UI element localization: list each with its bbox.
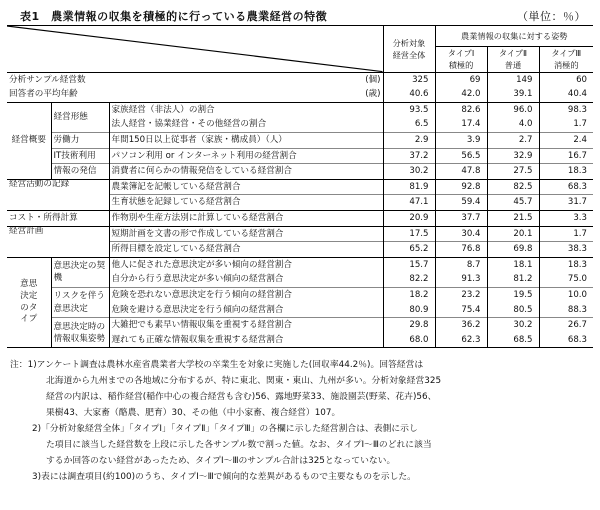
- footnotes: [10, 357, 594, 485]
- note-line: 北海道から九州までの各地域に分布するが、特に東北、関東・東山、九州が多い。分析対象経営325: [46, 376, 442, 386]
- table-row: 経営計画 短期計画を文書の形で作成している経営割合 17.5 30.4 20.1 1.7: [7, 226, 593, 242]
- subcategory-rodoryoku: 労働力: [51, 132, 109, 148]
- subcategory-keiki: 意思決定の契機: [51, 257, 109, 287]
- note-line: 3)表には調査項目(約100)のうち、タイプⅠ～Ⅲで傾向的な差異があるもので主要なものを示した。: [32, 472, 416, 482]
- table-row: 自分から行う意思決定が多い傾向の経営割合 82.2 91.3 81.2 75.0: [7, 272, 593, 287]
- table-row: 危険を避ける意思決定を行う傾向の経営割合 80.9 75.4 80.5 88.3: [7, 303, 593, 318]
- note-line: 果樹43、大家畜（酪農、肥育）30、その他（中小家畜、複合経営）107。: [46, 408, 341, 418]
- table-row: 労働力 年間150日以上従事者（家族・構成員）（人） 2.9 3.9 2.7 2.4: [7, 132, 593, 148]
- header-group: 農業情報の収集に対する姿勢: [435, 26, 593, 47]
- category-keikaku: 経営計画: [7, 226, 109, 257]
- data-table: [7, 25, 593, 348]
- table-title: [20, 8, 590, 22]
- table-row: 回答者の平均年齢 (歳) 40.6 42.0 39.1 40.4: [7, 87, 593, 102]
- note-line: た項目に該当した経営数を上段に示した各サンプル数で割った値。なお、タイプⅠ～Ⅲのどれに該当: [46, 440, 432, 450]
- subcategory-risk: リスクを伴う意思決定: [51, 287, 109, 317]
- table-row: 意思決定のタイプ 意思決定の契機 他人に促された意思決定が多い傾向の経営割合 15.7 8.7 18.1 18.3: [7, 257, 593, 272]
- header-type2: タイプⅡ 普通: [487, 47, 539, 73]
- category-kiroku: 経営活動の記録: [7, 179, 109, 210]
- row-label: 回答者の平均年齢 (歳): [7, 87, 383, 102]
- header-type3: タイプⅢ 消極的: [539, 47, 593, 73]
- note-line: 2)「分析対象経営全体」「タイプⅠ」「タイプⅡ」「タイプⅢ」の各欄に示した経営割合は、表側に示し: [32, 424, 418, 434]
- category-keiei-gaiyo: 経営概要: [7, 102, 51, 179]
- table-row: 経営活動の記録 農業簿記を記帳している経営割合 81.9 92.8 82.5 68.3: [7, 179, 593, 195]
- table-row: 経営概要 経営形態 家族経営（非法人）の割合 93.5 82.6 96.0 98.3: [7, 102, 593, 117]
- row-label: 分析サンプル経営数 (個): [9, 74, 381, 85]
- table-row: 意思決定時の情報収集姿勢 大雑把でも素早い情報収集を重視する経営割合 29.8 36.2 30.2 26.7: [7, 318, 593, 333]
- note-line: 経営の内訳は、稲作経営(稲作中心の複合経営も含む)56、露地野菜33、施設園芸(野菜、花卉)56、: [46, 392, 437, 402]
- table-row: 法人経営・協業経営・その他経営の割合 6.5 17.4 4.0 1.7: [7, 117, 593, 132]
- subcategory-hasshin: 情報の発信: [51, 164, 109, 180]
- table-row: リスクを伴う意思決定 危険を恐れない意思決定を行う傾向の経営割合 18.2 23.2 19.5 10.0: [7, 287, 593, 302]
- subcategory-shushu: 意思決定時の情報収集姿勢: [51, 318, 109, 348]
- table-row: 遅れても正確な情報収集を重視する経営割合 68.0 62.3 68.5 68.3: [7, 333, 593, 348]
- table-row: 所得目標を設定している経営割合 65.2 76.8 69.8 38.3: [7, 242, 593, 258]
- table-row: 生育状態を記録している経営割合 47.1 59.4 45.7 31.7: [7, 195, 593, 211]
- note-line: 注：1)アンケート調査は農林水産省農業者大学校の卒業生を対象に実施した(回収率44.2％)。回答経営は: [10, 360, 424, 370]
- table-row: IT技術利用 パソコン利用 or インターネット利用の経営割合 37.2 56.5 32.9 16.7: [7, 148, 593, 164]
- subcategory-it: IT技術利用: [51, 148, 109, 164]
- table-row: 分析サンプル経営数 (個) 325 69 149 60: [7, 72, 593, 87]
- note-line: するか回答のない経営があったため、タイプⅠ～Ⅲのサンプル合計は325となっていない。: [46, 456, 396, 466]
- title-text: 表1 農業情報の収集を積極的に行っている農業経営の特徴: [20, 10, 328, 23]
- category-cost: コスト・所得計算: [7, 210, 109, 226]
- header-type1: タイプⅠ 積極的: [435, 47, 487, 73]
- category-ishi-type: 意思決定のタイプ: [7, 257, 51, 348]
- table-row: 情報の発信 消費者に何らかの情報発信をしている経営割合 30.2 47.8 27.5 18.3: [7, 164, 593, 180]
- unit-label: （単位：％）: [517, 10, 586, 23]
- header-corner: [7, 26, 383, 73]
- table-row: コスト・所得計算 作物別や生産方法別に計算している経営割合 20.9 37.7 21.5 3.3: [7, 210, 593, 226]
- header-all: 分析対象 経営全体: [383, 26, 435, 73]
- subcategory-keitai: 経営形態: [51, 102, 109, 132]
